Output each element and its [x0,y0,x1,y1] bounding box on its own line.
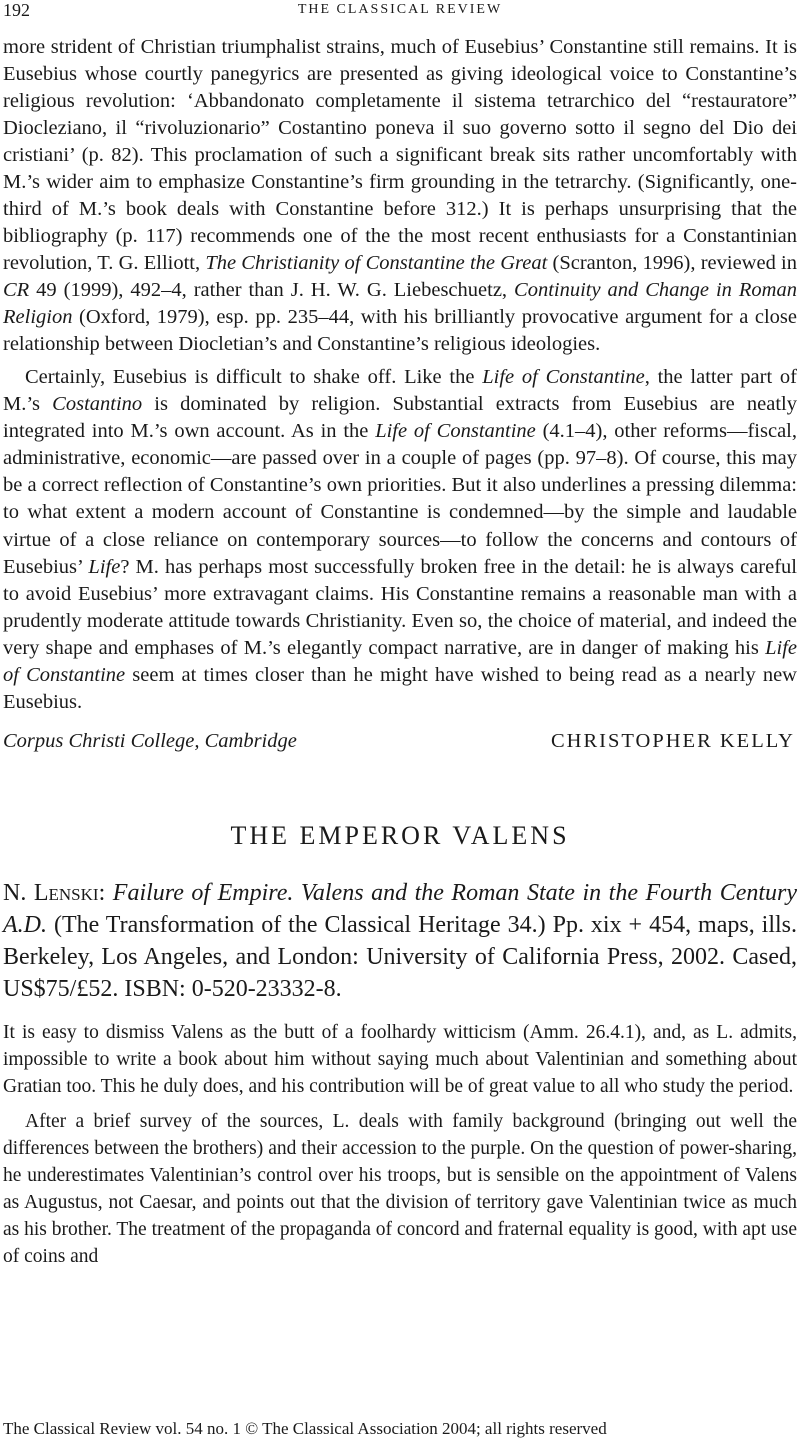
review2-paragraph-1 [3,1019,797,1100]
review-signature [3,730,797,753]
book-citation [3,877,797,1005]
running-head: THE CLASSICAL REVIEW [297,2,503,17]
text-run: (The Transformation of the Classical Heritage 34.) Pp. xix + 454, maps, ills. Berkeley, Los Angeles, and London: University of California Press, 2002. Cased, US$75/£52. ISBN: 0-520-23332-8. [3,912,797,1003]
section-title: THE EMPEROR VALENS [230,821,570,851]
text-run: It is easy to dismiss Valens as the butt of a foolhardy witticism (Amm. 26.4.1), and, as L. admits, impossible to write a book about him without saying much about Valentinian and something about Gratian too. This he duly does, and his contribution will be of great value to all who study the period. [3,1022,797,1098]
text-run: : [98,880,113,907]
italic-text: Continuity and Change in Roman Religion [3,279,797,328]
review2-paragraph-2 [3,1108,797,1270]
copyright-footer: The Classical Review vol. 54 no. 1 © The Classical Association 2004; all rights reserved [3,1419,607,1438]
page-number: 192 [3,0,30,20]
text-run: 49 (1999), 492–4, rather than J. H. W. G. Liebeschuetz, [29,279,515,301]
italic-text: Life of Constantine [375,420,536,443]
text-run: seem at times closer than he might have wished to being read as a nearly new Eusebius. [3,664,797,714]
author-affiliation: Corpus Christi College, Cambridge [3,730,297,753]
text-run: is dominated by religion. Substantial extracts from Eusebius are neatly integrated into M.’s own account. As in the [3,393,797,443]
text-run: ? M. has perhaps most successfully broken free in the detail: he is always careful to avoid Eusebius’ more extravagant claims. His Constantine remains a reasonable man with a prudently moderate attitude towards Christianity. Even so, the choice of material, and indeed the very shape and emphases of M.’s elegantly compact narrative, are in danger of making his [3,555,798,659]
italic-text: Life of Constantine [3,636,797,687]
italic-text: CR [3,279,30,301]
italic-text: Life of Constantine [482,366,645,388]
review1-paragraph-2 [3,364,797,716]
italic-text: Costantino [52,393,143,416]
text-run: (Oxford, 1979), esp. pp. 235–44, with his brilliantly provocative argument for a close relationship between Diocletian’s and Constantine’s religious ideologies. [3,306,797,355]
text-run: After a brief survey of the sources, L. deals with family background (bringing out well the differences between the brothers) and their accession to the purple. On the question of power-sharing, he underestimates Valentinian’s control over his troops, but is sensible on the appointment of Valens as Augustus, not Caesar, and points out that the division of territory gave Valentinian twice as much as his brother. The treatment of the propaganda of concord and fraternal equality is good, with apt use of coins and [3,1111,798,1268]
text-run: , the latter part of M.’s [3,366,797,416]
page-body [3,34,797,1270]
text-run: (Scranton, 1996), reviewed in [547,252,797,274]
small-caps-text: N. Lenski [3,880,99,907]
italic-text: Life [88,555,121,578]
review1-paragraph-1 [3,34,797,358]
text-run: Certainly, Eusebius is difficult to shake off. Like the [25,366,483,388]
page-header [0,0,800,26]
italic-text: Failure of Empire. Valens and the Roman State in the Fourth Century A.D. [3,880,798,939]
text-run: more strident of Christian triumphalist strains, much of Eusebius’ Constantine still remains. It is Eusebius whose courtly panegyrics are presented as giving ideological voice to Constantine’s religious revolution: ‘Abbandonato completamente il sistema tetrarchico del “restauratore” Diocleziano, il “rivoluzionario” Costantino poneva il suo governo sotto il segno del Dio dei cristiani’ (p. 82). This proclamation of such a significant break sits rather uncomfortably with M.’s wider aim to emphasize Constantine’s firm grounding in the tetrarchy. (Significantly, one-third of M.’s book deals with Constantine before 312.) It is perhaps unsurprising that the bibliography (p. 117) recommends one of the the most recent enthusiasts for a Constantinian revolution, T. G. Elliott, [3,36,797,274]
italic-text: The Christianity of Constantine the Great [205,252,548,274]
author-name: CHRISTOPHER KELLY [551,730,795,753]
text-run: (4.1–4), other reforms—fiscal, administrative, economic—are passed over in a couple of pages (pp. 97–8). Of course, this may be a correct reflection of Constantine’s own priorities. But it also underlines a pressing dilemma: to what extent a modern account of Constantine is condemned—by the simple and laudable virtue of a close reliance on contemporary sources—to follow the concerns and contours of Eusebius’ [3,420,797,578]
